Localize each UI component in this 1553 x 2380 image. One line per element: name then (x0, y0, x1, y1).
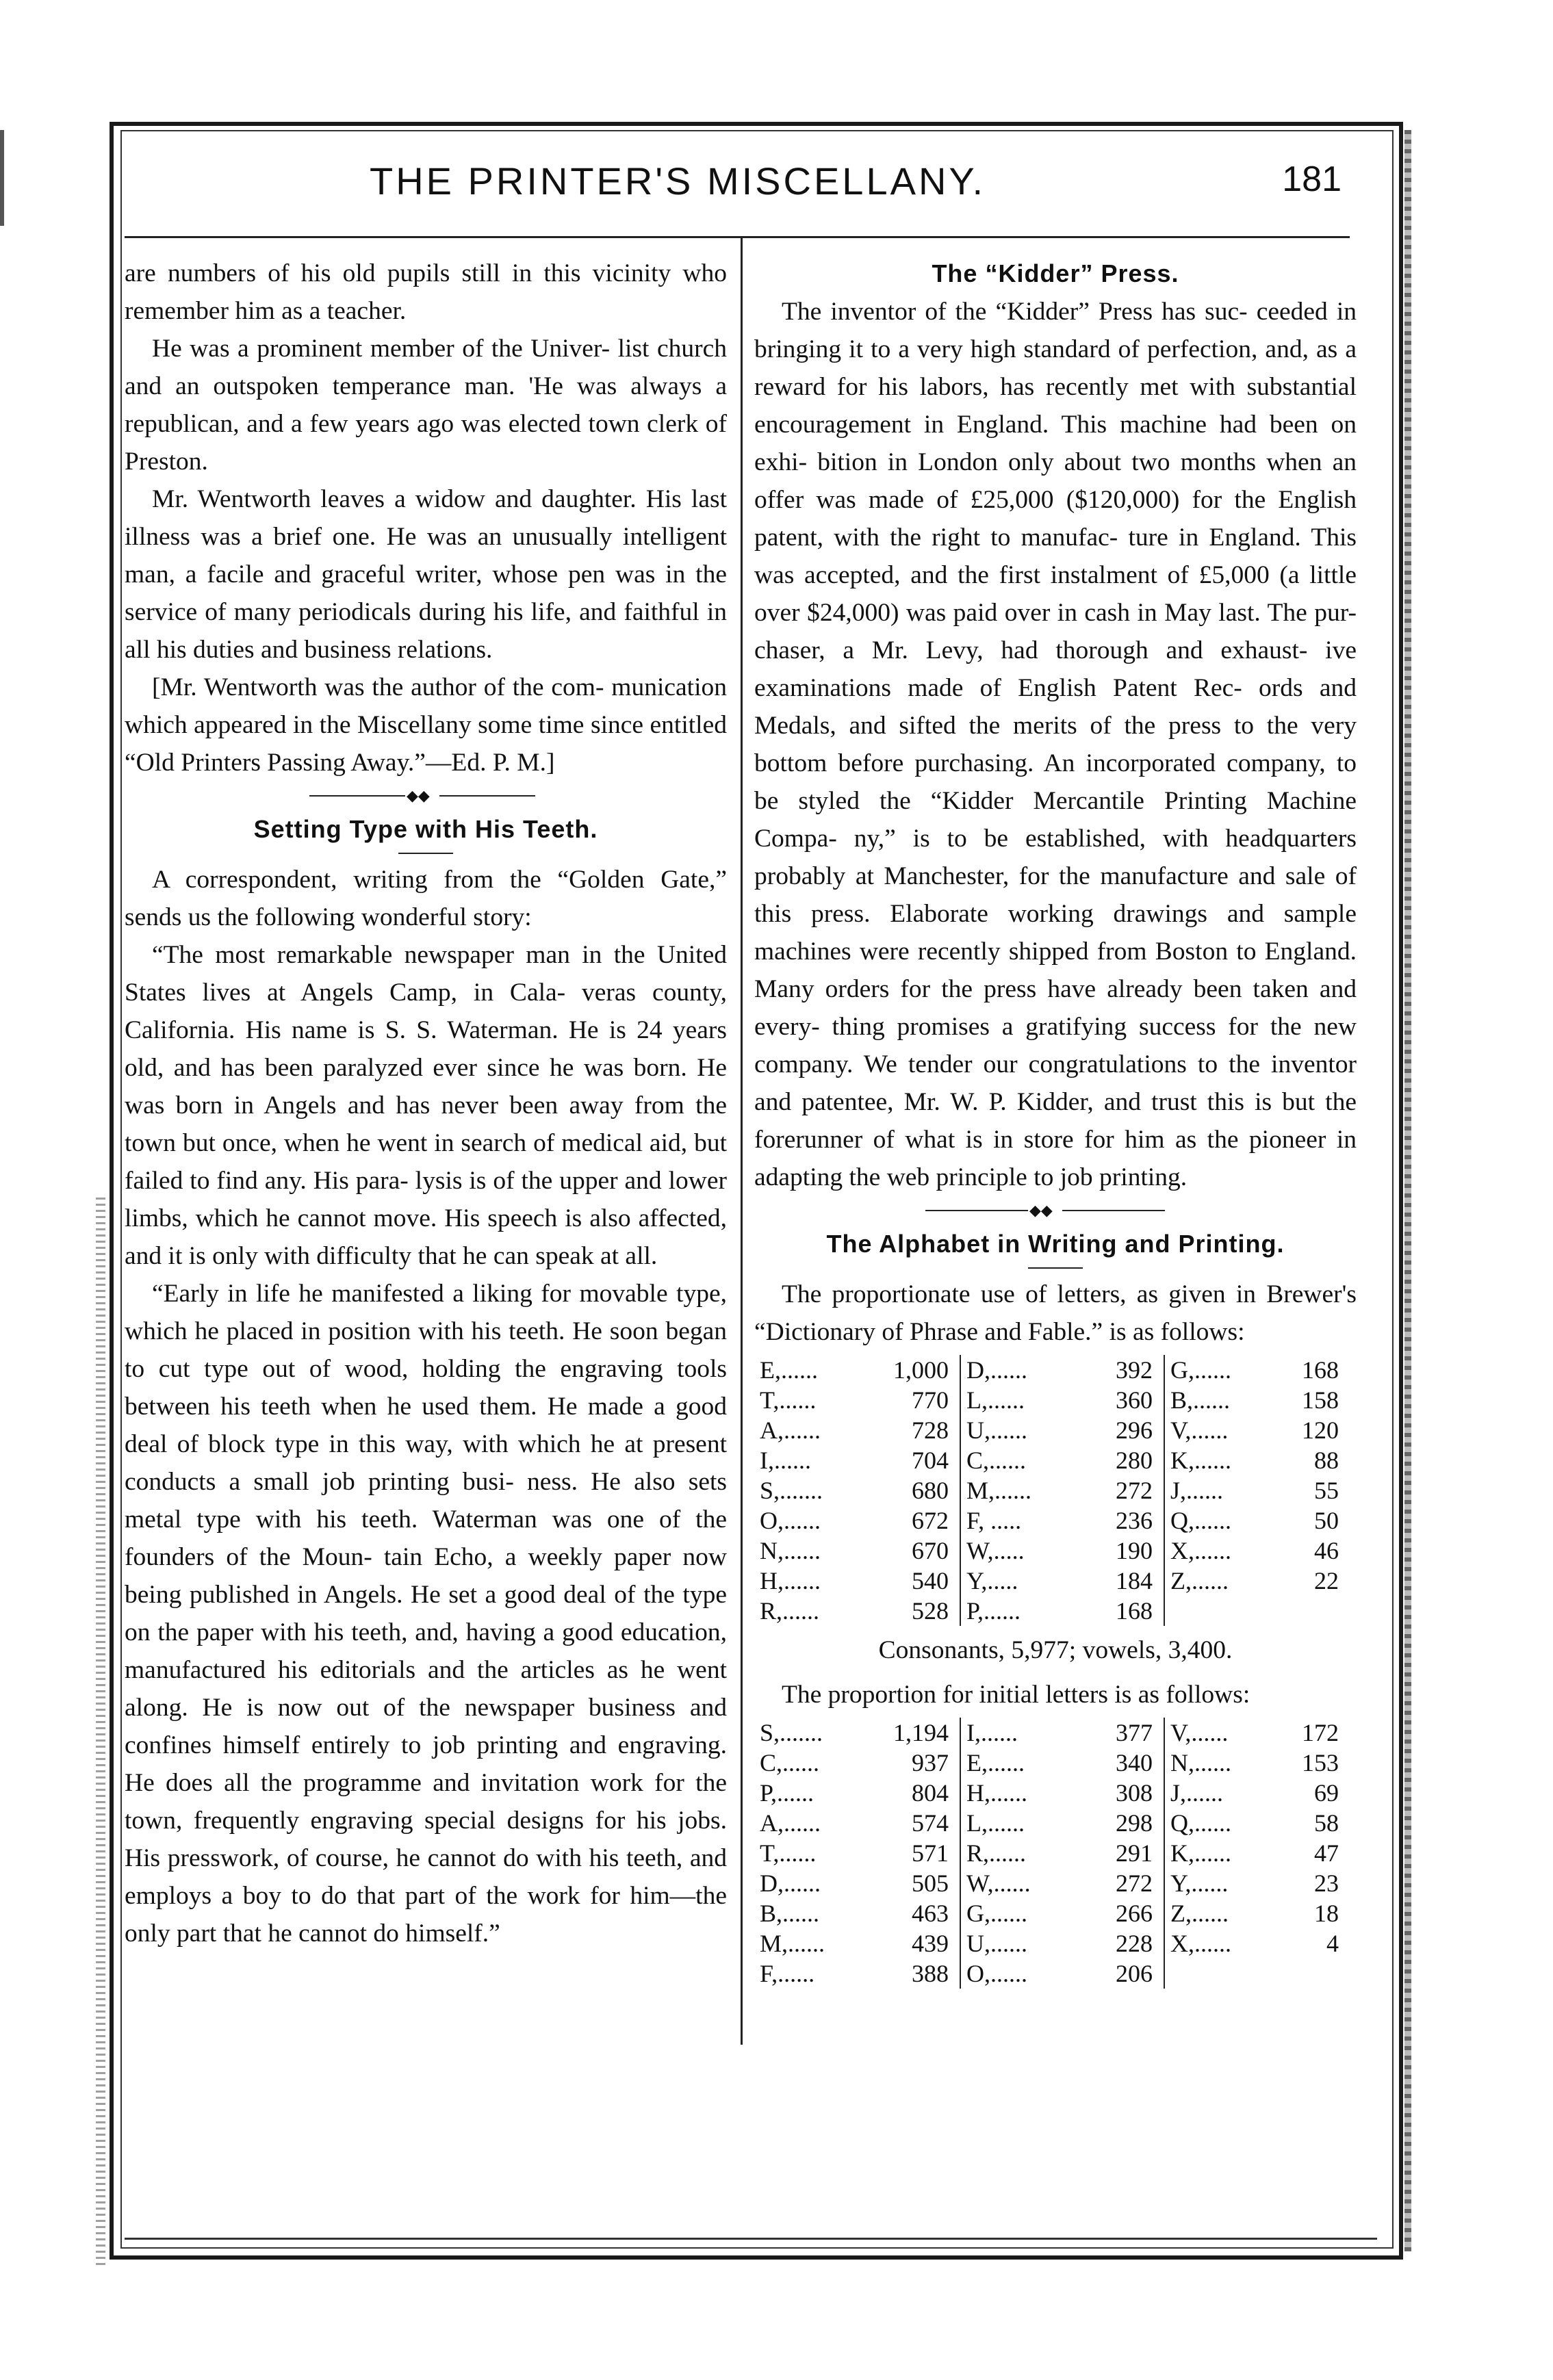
letter-count: 184 (1116, 1567, 1153, 1594)
table-row (1170, 1778, 1339, 1808)
letter-count: 153 (1302, 1749, 1339, 1776)
letter-label: M,...... (760, 1930, 825, 1957)
letter-label: A,...... (760, 1417, 821, 1444)
paragraph: He was a prominent member of the Univer- list church and an outspoken temperance man. 'He was always a republican, and a few years ago was elected town clerk of Preston. (125, 335, 727, 476)
initial-letter-table (754, 1718, 1357, 1989)
table-row (760, 1748, 949, 1778)
letter-count: 505 (912, 1870, 949, 1897)
letter-label: S,....... (760, 1719, 823, 1746)
letter-label: C,...... (760, 1749, 820, 1776)
table-row (966, 1838, 1153, 1868)
left-column (125, 255, 727, 1952)
letter-label: R,...... (760, 1597, 820, 1625)
section-ornament: ◆◆ (125, 781, 727, 810)
table-row (966, 1928, 1153, 1958)
paragraph: The proportion for initial letters is as follows: (782, 1681, 1250, 1709)
paragraph: Mr. Wentworth leaves a widow and daughter. His last illness was a brief one. He was an unusually intelligent man, a facile and graceful writer, whose pen was in the service of many periodicals during his life, and faithful in all his duties and business relations. (125, 485, 727, 664)
page-number: 181 (1282, 159, 1342, 199)
page-edge-mark (0, 130, 4, 226)
letter-label: U,...... (966, 1930, 1027, 1957)
table-row (1170, 1838, 1339, 1868)
letter-count: 168 (1302, 1356, 1339, 1384)
letter-label: L,...... (966, 1386, 1025, 1414)
letter-label: M,...... (966, 1477, 1032, 1504)
section-ornament: ◆◆ (754, 1196, 1357, 1225)
table-row (760, 1505, 949, 1536)
letter-count: 23 (1314, 1870, 1339, 1897)
letter-count: 4 (1326, 1930, 1339, 1957)
letter-count: 158 (1302, 1386, 1339, 1414)
table-row (966, 1475, 1153, 1505)
letter-count: 392 (1116, 1356, 1153, 1384)
letter-count: 439 (912, 1930, 949, 1957)
letter-label: Z,...... (1170, 1900, 1229, 1927)
letter-count: 770 (912, 1386, 949, 1414)
letter-label: A,...... (760, 1809, 821, 1837)
letter-label: O,...... (760, 1507, 821, 1534)
column-divider (741, 238, 743, 2045)
letter-label: Q,...... (1170, 1809, 1231, 1837)
table-row (1170, 1928, 1339, 1958)
table-column (1165, 1355, 1350, 1626)
table-row (1170, 1566, 1339, 1596)
letter-count: 88 (1314, 1447, 1339, 1474)
section-title: The Alphabet in Writing and Printing. (826, 1230, 1285, 1258)
letter-label: T,...... (760, 1386, 817, 1414)
table-row (760, 1536, 949, 1566)
letter-count: 18 (1314, 1900, 1339, 1927)
letter-count: 58 (1314, 1809, 1339, 1837)
letter-count: 308 (1116, 1779, 1153, 1807)
letter-count: 540 (912, 1567, 949, 1594)
paragraph: “Early in life he manifested a liking for movable type, which he placed in position with his teeth. He soon began to cut type out of wood, holding the engraving tools between his teeth when he used them. He made a good deal of block type in this way, with which he at present conducts a small job printing busi- ness. He also sets metal type with his teeth. Waterman was one of the founders of the Moun- tain Echo, a weekly paper now being published in Angels. He set a good deal of the type on the paper with his teeth, and, having a good education, manufactured his editorials and the articles as he went along. He is now out of the newspaper business and confines himself entirely to job printing and engraving. He does all the programme and invitation work for the town, frequently engraving special designs for his jobs. His presswork, of course, he cannot do with his teeth, and employs a boy to do that part of the work for him—the only part that he cannot do himself.” (125, 1280, 727, 1948)
letter-count: 360 (1116, 1386, 1153, 1414)
table-row (760, 1838, 949, 1868)
letter-count: 298 (1116, 1809, 1153, 1837)
table-row (760, 1566, 949, 1596)
letter-count: 266 (1116, 1900, 1153, 1927)
table-row (760, 1868, 949, 1898)
letter-label: I,...... (760, 1447, 811, 1474)
table-row (966, 1596, 1153, 1626)
letter-count: 69 (1314, 1779, 1339, 1807)
table-row (760, 1415, 949, 1445)
letter-label: L,...... (966, 1809, 1025, 1837)
letter-count: 463 (912, 1900, 949, 1927)
table-row (1170, 1505, 1339, 1536)
letter-count: 937 (912, 1749, 949, 1776)
table-row (1170, 1415, 1339, 1445)
letter-label: Q,...... (1170, 1507, 1231, 1534)
letter-count: 574 (912, 1809, 949, 1837)
table-row (966, 1718, 1153, 1748)
letter-count: 704 (912, 1447, 949, 1474)
letter-label: K,...... (1170, 1447, 1231, 1474)
letter-label: P,...... (966, 1597, 1021, 1625)
letter-count: 22 (1314, 1567, 1339, 1594)
letter-count: 291 (1116, 1839, 1153, 1867)
section-title: The “Kidder” Press. (932, 259, 1179, 287)
letter-label: W,..... (966, 1537, 1025, 1564)
table-row (1170, 1718, 1339, 1748)
table-column (960, 1355, 1165, 1626)
table-row (1170, 1445, 1339, 1475)
letter-count: 120 (1302, 1417, 1339, 1444)
table-row (966, 1385, 1153, 1415)
table-row (966, 1505, 1153, 1536)
letter-count: 190 (1116, 1537, 1153, 1564)
paragraph: [Mr. Wentworth was the author of the com- munication which appeared in the Miscellany some time since entitled “Old Printers Passing Away.”—Ed. P. M.] (125, 673, 727, 777)
letter-label: B,...... (1170, 1386, 1231, 1414)
table-row (760, 1596, 949, 1626)
table-column (754, 1718, 960, 1989)
letter-count: 228 (1116, 1930, 1153, 1957)
letter-count: 172 (1302, 1719, 1339, 1746)
letter-count: 47 (1314, 1839, 1339, 1867)
letter-label: T,...... (760, 1839, 817, 1867)
letter-label: B,...... (760, 1900, 820, 1927)
letter-label: N,...... (760, 1537, 821, 1564)
letter-count: 388 (912, 1960, 949, 1987)
letter-count: 528 (912, 1597, 949, 1625)
letter-label: Y,..... (966, 1567, 1018, 1594)
running-header (123, 159, 1369, 220)
letter-count: 728 (912, 1417, 949, 1444)
letter-count: 236 (1116, 1507, 1153, 1534)
letter-label: K,...... (1170, 1839, 1231, 1867)
table-row (760, 1718, 949, 1748)
letter-count: 206 (1116, 1960, 1153, 1987)
letter-label: D,...... (760, 1870, 821, 1897)
table-row (1170, 1355, 1339, 1385)
paragraph: The inventor of the “Kidder” Press has suc- ceeded in bringing it to a very high standard of perfection, and, as a reward for his labors, has recently met with substantial encouragement in England. This machine had been on exhi- bition in London only about two months when an offer was made of £25,000 ($120,000) for the English patent, with the right to manufac- ture in England. This was accepted, and the first instalment of £5,000 (a little over $24,000) was paid over in cash in May last. The pur- chaser, a Mr. Levy, had thorough and exhaust- ive examinations made of English Patent Rec- ords and Medals, and sifted the merits of the press to the very bottom before purchasing. An incorporated company, to be styled the “Kidder Mercantile Printing Machine Compa- ny,” is to be established, with headquarters probably at Manchester, for the manufacture and sale of this press. Elaborate working drawings and sample machines were recently shipped from Boston to England. Many orders for the press have already been taken and every- thing promises a gratifying success for the new company. We tender our congratulations to the inventor and patentee, Mr. W. P. Kidder, and trust this is but the forerunner of what is in store for him as the pioneer in adapting the web principle to job printing. (754, 298, 1357, 1191)
letter-label: O,...... (966, 1960, 1027, 1987)
letter-label: C,...... (966, 1447, 1027, 1474)
binding-marks (96, 1198, 105, 2265)
table-row (760, 1958, 949, 1989)
table-row (760, 1928, 949, 1958)
table-row (966, 1536, 1153, 1566)
table-row (760, 1778, 949, 1808)
letter-label: H,...... (966, 1779, 1027, 1807)
letter-label: F, ..... (966, 1507, 1022, 1534)
letter-label: G,...... (1170, 1356, 1231, 1384)
paragraph: “The most remarkable newspaper man in the United States lives at Angels Camp, in Cala- veras county, California. His name is S. S. Waterman. He is 24 years old, and has been paralyzed ever since he was born. He was born in Angels and has never been away from the town but once, when he went in search of medical aid, but failed to find any. His para- lysis is of the upper and lower limbs, which he cannot move. His speech is also affected, and it is only with difficulty that he can speak at all. (125, 941, 727, 1270)
letter-label: V,...... (1170, 1417, 1229, 1444)
letter-label: E,...... (966, 1749, 1025, 1776)
paragraph: are numbers of his old pupils still in this vicinity who remember him as a teacher. (125, 259, 727, 325)
letter-label: S,....... (760, 1477, 823, 1504)
table-row (966, 1868, 1153, 1898)
letter-label: U,...... (966, 1417, 1027, 1444)
letter-count: 571 (912, 1839, 949, 1867)
table-row (1170, 1536, 1339, 1566)
table-row (966, 1958, 1153, 1989)
letter-count: 340 (1116, 1749, 1153, 1776)
letter-label: V,...... (1170, 1719, 1229, 1746)
letter-count: 670 (912, 1537, 949, 1564)
table-row (760, 1355, 949, 1385)
consonant-vowel-summary: Consonants, 5,977; vowels, 3,400. (878, 1636, 1233, 1664)
letter-label: X,...... (1170, 1930, 1231, 1957)
table-column (960, 1718, 1165, 1989)
letter-count: 296 (1116, 1417, 1153, 1444)
letter-label: E,...... (760, 1356, 818, 1384)
letter-count: 280 (1116, 1447, 1153, 1474)
table-row (966, 1898, 1153, 1928)
table-row (760, 1385, 949, 1415)
table-row (1170, 1868, 1339, 1898)
letter-label: W,...... (966, 1870, 1031, 1897)
table-row (1170, 1748, 1339, 1778)
title-rule (398, 853, 453, 854)
letter-label: Y,...... (1170, 1870, 1229, 1897)
table-row (1170, 1475, 1339, 1505)
letter-label: I,...... (966, 1719, 1018, 1746)
letter-count: 377 (1116, 1719, 1153, 1746)
table-row (760, 1445, 949, 1475)
letter-label: J,...... (1170, 1477, 1224, 1504)
letter-count: 272 (1116, 1477, 1153, 1504)
header-rule (125, 236, 1350, 238)
letter-count: 672 (912, 1507, 949, 1534)
paragraph: A correspondent, writing from the “Golden Gate,” sends us the following wonderful story: (125, 866, 727, 931)
table-row (760, 1475, 949, 1505)
table-row (966, 1778, 1153, 1808)
table-row (966, 1566, 1153, 1596)
letter-label: P,...... (760, 1779, 814, 1807)
letter-count: 168 (1116, 1597, 1153, 1625)
title-rule (1028, 1267, 1083, 1269)
table-row (966, 1415, 1153, 1445)
letter-label: R,...... (966, 1839, 1027, 1867)
letter-count: 55 (1314, 1477, 1339, 1504)
right-column (754, 255, 1357, 1994)
letter-label: J,...... (1170, 1779, 1224, 1807)
table-row (966, 1748, 1153, 1778)
letter-count: 272 (1116, 1870, 1153, 1897)
table-row (760, 1898, 949, 1928)
letter-count: 46 (1314, 1537, 1339, 1564)
paragraph: The proportionate use of letters, as given in Brewer's “Dictionary of Phrase and Fable.” is as follows: (754, 1280, 1357, 1346)
letter-frequency-table (754, 1355, 1357, 1626)
footer-rule (125, 2238, 1377, 2240)
table-row (966, 1808, 1153, 1838)
letter-label: D,...... (966, 1356, 1027, 1384)
table-row (1170, 1808, 1339, 1838)
letter-count: 680 (912, 1477, 949, 1504)
table-row (966, 1355, 1153, 1385)
table-row (1170, 1385, 1339, 1415)
letter-label: G,...... (966, 1900, 1027, 1927)
letter-label: F,...... (760, 1960, 815, 1987)
journal-title: THE PRINTER'S MISCELLANY. (370, 159, 986, 203)
letter-count: 50 (1314, 1507, 1339, 1534)
page-edge-right (1404, 130, 1411, 2251)
letter-label: N,...... (1170, 1749, 1231, 1776)
table-row (966, 1445, 1153, 1475)
letter-count: 1,000 (893, 1356, 949, 1384)
letter-label: Z,...... (1170, 1567, 1229, 1594)
table-column (1165, 1718, 1350, 1989)
letter-count: 804 (912, 1779, 949, 1807)
letter-label: X,...... (1170, 1537, 1231, 1564)
letter-count: 1,194 (893, 1719, 949, 1746)
section-title: Setting Type with His Teeth. (253, 815, 598, 843)
table-column (754, 1355, 960, 1626)
table-row (1170, 1898, 1339, 1928)
table-row (760, 1808, 949, 1838)
letter-label: H,...... (760, 1567, 821, 1594)
